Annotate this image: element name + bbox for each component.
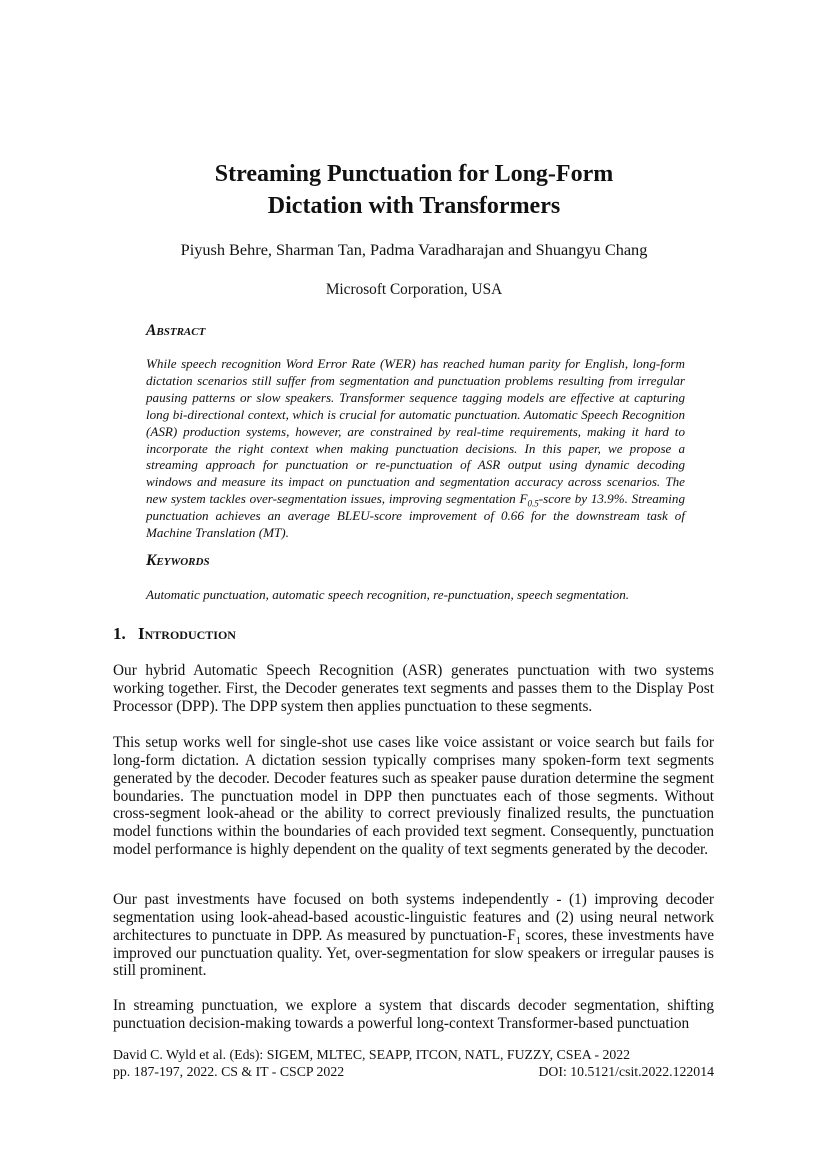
section-number: 1.: [113, 624, 126, 643]
intro-paragraph-1: Our hybrid Automatic Speech Recognition (ASR) generates punctuation with two systems working together. First, the Decoder generates text segments and passes them to the Display Post Processor (DPP). The DPP system then applies punctuation to these segments.: [113, 662, 714, 715]
footer-row: [113, 1063, 714, 1080]
footer-doi: DOI: 10.5121/csit.2022.122014: [538, 1064, 714, 1079]
footer-proceedings: David C. Wyld et al. (Eds): SIGEM, MLTEC, SEAPP, ITCON, NATL, FUZZY, CSEA - 2022: [113, 1047, 631, 1062]
intro-paragraph-3: [113, 891, 714, 980]
abstract-heading: Abstract: [146, 322, 206, 339]
section-heading-introduction: [113, 624, 236, 644]
title-line-2: Dictation with Transformers: [267, 193, 561, 219]
affiliation: Microsoft Corporation, USA: [325, 281, 503, 298]
title-line-1: Streaming Punctuation for Long-Form: [214, 161, 614, 187]
paper-title: [100, 158, 728, 222]
intro-paragraph-2: This setup works well for single-shot use cases like voice assistant or voice search but fails for long-form dictation. A dictation session typically comprises many spoken-form text segments generated by the decoder. Decoder features such as speaker pause duration determine the segment boundaries. The punctuation model in DPP then punctuates each of those segments. Without cross-segment look-ahead or the ability to correct previously finalized results, the punctuation model functions within the boundaries of each provided text segment. Consequently, punctuation model performance is highly dependent on the quality of text segments generated by the decoder.: [113, 734, 714, 859]
keywords-text: Automatic punctuation, automatic speech recognition, re-punctuation, speech segmentation.: [146, 587, 630, 602]
abstract-text-part-2: -score by 13.9%. Streaming punctuation achieves an average BLEU-score improvement of 0.66 for the downstream task of Machine Translation (MT).: [146, 491, 685, 541]
intro-paragraph-3-subscript: 1: [515, 935, 521, 947]
author-list: Piyush Behre, Sharman Tan, Padma Varadharajan and Shuangyu Chang: [180, 240, 648, 259]
section-title: Introduction: [138, 624, 236, 643]
intro-paragraph-3-part-1: Our past investments have focused on both systems independently - (1) improving decoder segmentation using look-ahead-based acoustic-linguistic features and (2) using neural network architectures to punctuate in DPP. As measured by punctuation-F: [113, 891, 714, 944]
abstract-text: [146, 356, 685, 542]
footer-pages: pp. 187-197, 2022. CS & IT - CSCP 2022: [113, 1064, 345, 1079]
intro-paragraph-4: In streaming punctuation, we explore a system that discards decoder segmentation, shifting punctuation decision-making towards a powerful long-context Transformer-based punctuation: [113, 997, 714, 1032]
intro-paragraph-3-part-2: scores, these investments have improved our punctuation quality. Yet, over-segmentation for slow speakers or irregular pauses is still prominent.: [113, 926, 715, 980]
page-footer: [113, 1046, 714, 1080]
abstract-text-part-1: While speech recognition Word Error Rate (WER) has reached human parity for English, long-form dictation scenarios still suffer from segmentation and punctuation problems resulting from irregular pausing patterns or slow speakers. Transformer sequence tagging models are effective at capturing long bi-directional context, which is crucial for automatic punctuation. Automatic Speech Recognition (ASR) production systems, however, are constrained by real-time requirements, making it hard to incorporate the right context when making punctuation decisions. In this paper, we propose a streaming approach for punctuation or re-punctuation of ASR output using dynamic decoding windows and measure its impact on punctuation and segmentation accuracy across scenarios. The new system tackles over-segmentation issues, improving segmentation F: [146, 356, 685, 507]
abstract-subscript: 0.5: [527, 498, 539, 509]
keywords-heading: Keywords: [146, 552, 210, 569]
